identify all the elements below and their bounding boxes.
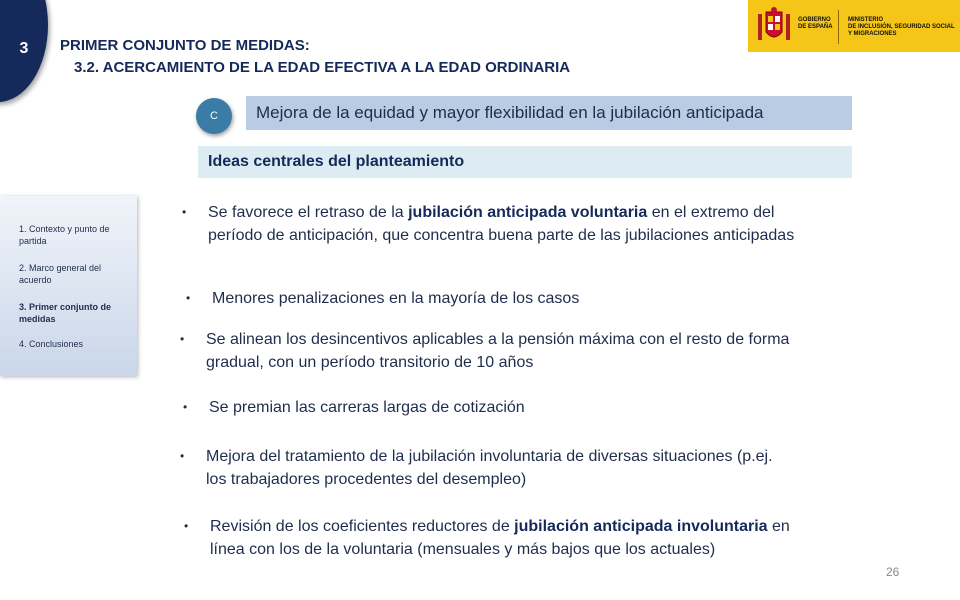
nav-item-conclusiones[interactable]: 4. Conclusiones: [19, 339, 84, 349]
page-title: PRIMER CONJUNTO DE MEDIDAS:: [60, 37, 310, 54]
bullet-dot: •: [184, 519, 189, 533]
bullet-item: • Se favorece el retraso de la jubilación anticipada voluntaria en el extremo del período de anticipación, que concentra buena parte de las jubilaciones anticipadas: [208, 201, 794, 247]
page-subtitle: 3.2. ACERCAMIENTO DE LA EDAD EFECTIVA A LA EDAD ORDINARIA: [74, 59, 571, 76]
nav-item-primer-conjunto[interactable]: 3. Primer conjunto de medidas: [19, 302, 112, 324]
nav-item-contexto[interactable]: 1. Contexto y punto de partida: [19, 224, 110, 246]
government-logo: [748, 0, 960, 52]
bullet-item: • Menores penalizaciones en la mayoría de los casos: [212, 287, 579, 310]
logo-divider: [838, 10, 839, 44]
bullet-dot: •: [183, 400, 188, 414]
bullet-dot: •: [186, 291, 191, 305]
coat-of-arms-icon: [756, 6, 792, 46]
subsection-letter-badge: C: [196, 98, 232, 134]
nav-item-marco[interactable]: 2. Marco general del acuerdo: [19, 263, 102, 285]
bullet-item: • Mejora del tratamiento de la jubilación involuntaria de diversas situaciones (p.ej. los trabajadores procedentes del desempleo): [206, 445, 773, 491]
bullet-dot: •: [180, 449, 185, 463]
bullet-item: • Se alinean los desincentivos aplicables a la pensión máxima con el resto de forma gradual, con un período transitorio de 10 años: [206, 328, 789, 374]
government-label: GOBIERNO DE ESPAÑA: [798, 17, 833, 30]
bullet-item: • Revisión de los coeficientes reductores de jubilación anticipada involuntaria en línea con los de la voluntaria (mensuales y más bajos que los actuales): [210, 515, 790, 561]
bullet-dot: •: [182, 205, 187, 219]
bullet-dot: •: [180, 332, 185, 346]
page-number: 26: [886, 565, 900, 579]
ideas-heading: Ideas centrales del planteamiento: [198, 146, 852, 178]
subsection-title: Mejora de la equidad y mayor flexibilidad en la jubilación anticipada: [246, 96, 852, 130]
section-navigation: [0, 196, 137, 376]
bullet-item: • Se premian las carreras largas de cotización: [209, 396, 525, 419]
ministry-label: MINISTERIO DE INCLUSIÓN, SEGURIDAD SOCIAL Y MIGRACIONES: [848, 17, 955, 37]
section-number: 3: [19, 40, 29, 57]
